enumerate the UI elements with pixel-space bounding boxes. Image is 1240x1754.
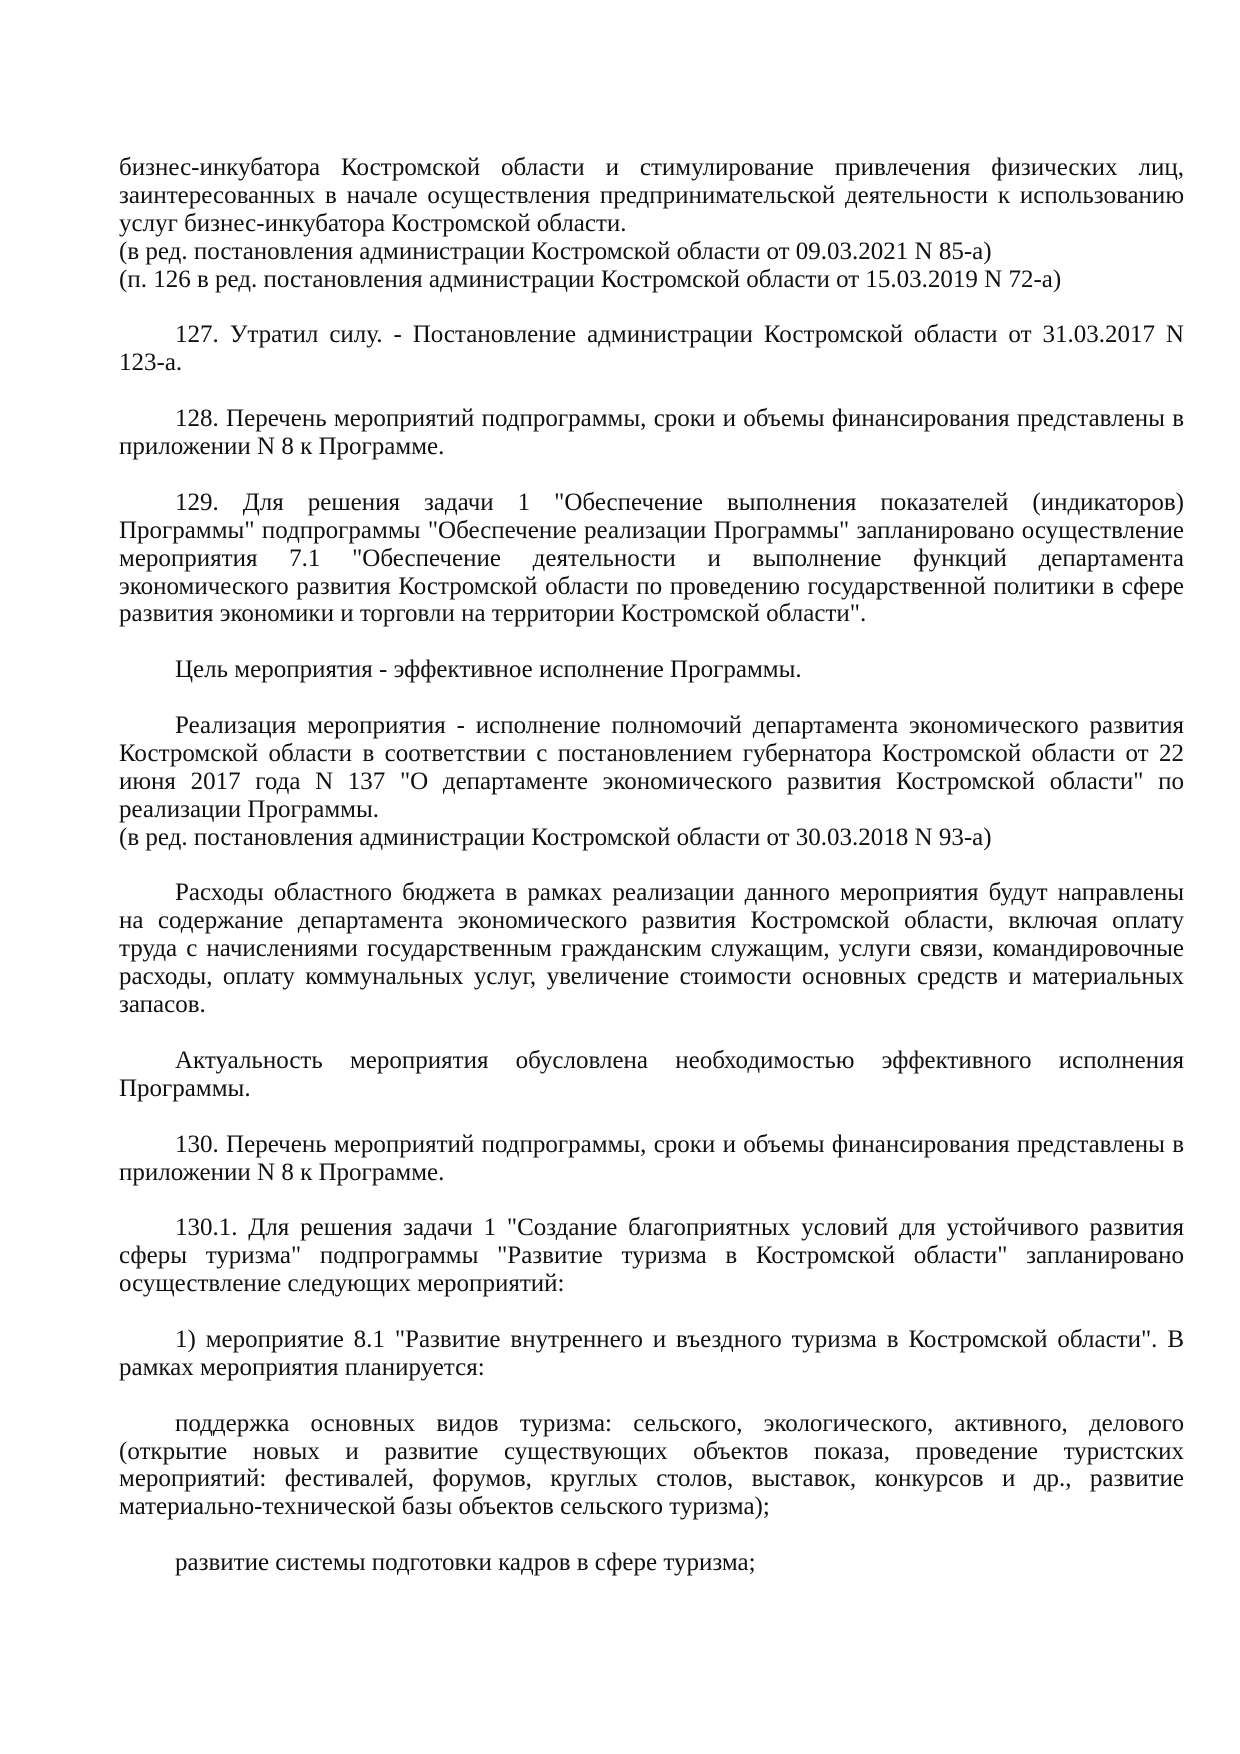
text-line: Расходы областного бюджета в рамках реализации данного мероприятия будут направлены: [175, 879, 1184, 907]
text-line: на содержание департамента экономического развития Костромской области, включая оплату: [119, 907, 1184, 935]
paragraph: [119, 154, 1184, 294]
text-line: расходы, оплату коммунальных услуг, увеличение стоимости основных средств и материальных: [119, 963, 1184, 991]
text-line: рамках мероприятия планируется:: [119, 1353, 485, 1381]
text-line: Костромской области в соответствии с постановлением губернатора Костромской области от 22: [119, 739, 1184, 767]
text-line: (в ред. постановления администрации Костромской области от 30.03.2018 N 93-а): [119, 823, 992, 851]
paragraph: [119, 712, 1184, 852]
text-line: июня 2017 года N 137 "О департаменте экономического развития Костромской области" по: [119, 767, 1184, 795]
text-line: запасов.: [119, 991, 206, 1019]
paragraph: [119, 1214, 1184, 1298]
paragraph: [119, 656, 1184, 684]
text-line: реализации Программы.: [119, 795, 380, 823]
text-line: 129. Для решения задачи 1 "Обеспечение выполнения показателей (индикаторов): [175, 488, 1184, 516]
text-line: 127. Утратил силу. - Постановление администрации Костромской области от 31.03.2017 N: [175, 321, 1184, 349]
text-line: Программы.: [119, 1074, 251, 1102]
text-line: (в ред. постановления администрации Костромской области от 09.03.2021 N 85-а): [119, 237, 992, 265]
text-line: Программы" подпрограммы "Обеспечение реализации Программы" запланировано осуществление: [119, 516, 1184, 544]
text-line: осуществление следующих мероприятий:: [119, 1270, 565, 1298]
text-line: труда с начислениями государственным гражданским служащим, услуги связи, командировочные: [119, 935, 1184, 963]
text-line: поддержка основных видов туризма: сельского, экологического, активного, делового: [175, 1409, 1184, 1437]
text-line: 130. Перечень мероприятий подпрограммы, сроки и объемы финансирования представлены в: [175, 1130, 1184, 1158]
text-line: Реализация мероприятия - исполнение полномочий департамента экономического развития: [175, 712, 1184, 740]
paragraph: [119, 489, 1184, 629]
text-line: 123-а.: [119, 349, 183, 377]
paragraph: [119, 1410, 1184, 1522]
text-line: мероприятий: фестивалей, форумов, круглых столов, выставок, конкурсов и др., развитие: [119, 1465, 1184, 1493]
text-line: услуг бизнес-инкубатора Костромской области.: [119, 209, 627, 237]
text-line: 1) мероприятие 8.1 "Развитие внутреннего и въездного туризма в Костромской области". В: [175, 1325, 1184, 1353]
text-line: приложении N 8 к Программе.: [119, 1158, 445, 1186]
text-line: 130.1. Для решения задачи 1 "Создание благоприятных условий для устойчивого развития: [175, 1214, 1184, 1242]
text-line: (п. 126 в ред. постановления администрации Костромской области от 15.03.2019 N 72-а): [119, 265, 1062, 293]
paragraph: [119, 321, 1184, 377]
text-line: 128. Перечень мероприятий подпрограммы, сроки и объемы финансирования представлены в: [175, 405, 1184, 433]
text-line: Цель мероприятия - эффективное исполнение Программы.: [175, 656, 802, 684]
text-line: приложении N 8 к Программе.: [119, 433, 445, 461]
paragraph: [119, 1047, 1184, 1103]
text-line: материально-технической базы объектов сельского туризма);: [119, 1493, 770, 1521]
document-page: [119, 154, 1184, 1605]
text-line: сферы туризма" подпрограммы "Развитие туризма в Костромской области" запланировано: [119, 1242, 1184, 1270]
text-line: заинтересованных в начале осуществления предпринимательской деятельности к использованию: [119, 181, 1184, 209]
paragraph: [119, 1549, 1184, 1577]
text-line: (открытие новых и развитие существующих объектов показа, проведение туристских: [119, 1437, 1184, 1465]
paragraph: [119, 1131, 1184, 1187]
paragraph: [119, 405, 1184, 461]
paragraph: [119, 1326, 1184, 1382]
text-line: Актуальность мероприятия обусловлена необходимостью эффективного исполнения: [175, 1046, 1184, 1074]
text-line: развития экономики и торговли на территории Костромской области".: [119, 600, 867, 628]
text-line: экономического развития Костромской области по проведению государственной политики в сфере: [119, 572, 1184, 600]
paragraph: [119, 879, 1184, 1019]
text-line: бизнес-инкубатора Костромской области и стимулирование привлечения физических лиц,: [119, 154, 1184, 181]
text-line: развитие системы подготовки кадров в сфере туризма;: [175, 1549, 756, 1577]
text-line: мероприятия 7.1 "Обеспечение деятельности и выполнение функций департамента: [119, 544, 1184, 572]
